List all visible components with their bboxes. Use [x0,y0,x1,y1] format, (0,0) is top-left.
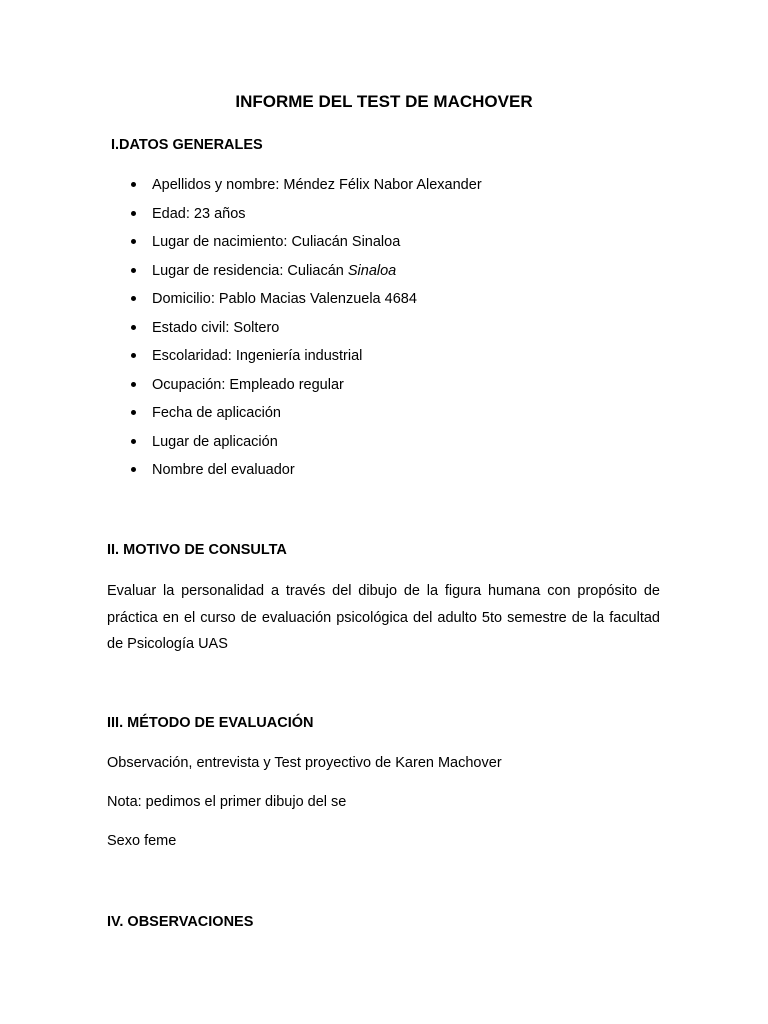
list-item [0,346,600,366]
list-item-text: Escolaridad: Ingeniería industrial [152,348,363,364]
section-heading-datos-generales: I.DATOS GENERALES [111,137,263,153]
list-item-text: Ocupación: Empleado regular [152,376,344,393]
metodo-line: Observación, entrevista y Test proyectivo de Karen Machover [107,755,502,771]
list-item-text: Apellidos y nombre: Méndez Félix Nabor Alexander [152,177,482,193]
bullet-icon [131,410,136,415]
bullet-icon [131,296,136,301]
list-item [0,232,600,252]
list-item-text [152,261,396,281]
bullet-icon [131,211,136,216]
bullet-icon [131,467,136,472]
list-item-text: Nombre del evaluador [152,462,295,478]
list-item-text-italic: Sinaloa [347,262,397,279]
list-item [0,289,600,309]
list-item-text: Domicilio: Pablo Macias Valenzuela 4684 [152,291,417,307]
bullet-icon [131,382,136,387]
list-item [0,175,600,195]
section-heading-observaciones: IV. OBSERVACIONES [107,914,254,930]
bullet-icon [131,239,136,244]
list-item-text: Lugar de aplicación [152,433,278,450]
list-item-text: Fecha de aplicación [152,405,281,421]
list-item [0,375,600,395]
list-item [0,432,600,452]
metodo-line: Sexo feme [107,833,177,849]
bullet-icon [131,268,136,273]
section-heading-metodo-evaluacion: III. MÉTODO DE EVALUACIÓN [107,715,314,731]
bullet-icon [131,182,136,187]
section-heading-motivo-consulta: II. MOTIVO DE CONSULTA [107,542,287,558]
list-item-text: Lugar de nacimiento: Culiacán Sinaloa [152,234,401,250]
list-item [0,403,600,423]
list-item [0,318,600,338]
list-item-text-main: Lugar de residencia: Culiacán [152,262,348,279]
bullet-icon [131,325,136,330]
bullet-icon [131,439,136,444]
list-item [0,204,600,224]
list-item-text: Estado civil: Soltero [152,319,280,336]
document-title: INFORME DEL TEST DE MACHOVER [235,92,533,111]
list-item-text: Edad: 23 años [152,205,246,222]
list-item [0,460,600,480]
metodo-line: Nota: pedimos el primer dibujo del se [107,794,347,810]
motivo-consulta-paragraph: Evaluar la personalidad a través del dibujo de la figura humana con propósito de práctica en el curso de evaluación psicológica del adulto 5to semestre de la facultad de Psicología UAS [107,583,660,652]
list-item [0,261,600,281]
bullet-icon [131,353,136,358]
